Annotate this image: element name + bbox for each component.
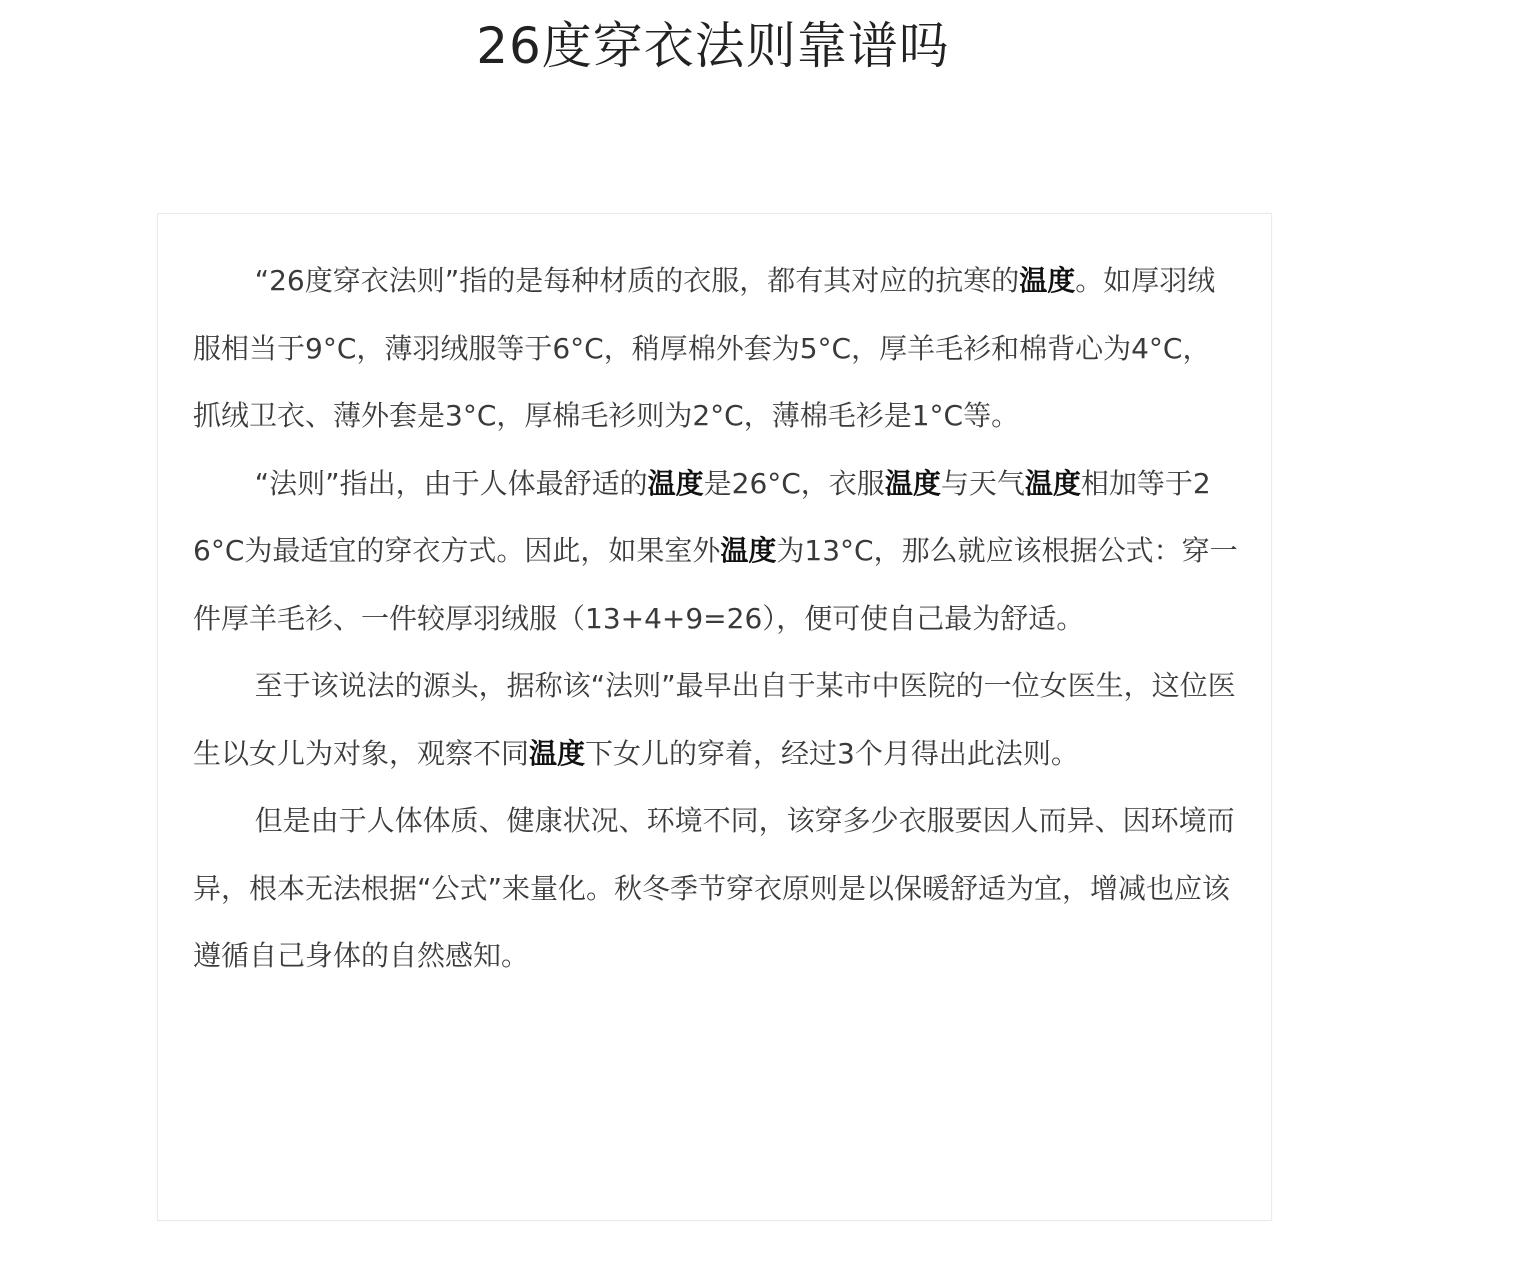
text-segment: 下女儿的穿着，经过3个月得出此法则。 (585, 736, 1079, 770)
paragraph-3 (193, 652, 1238, 787)
text-segment: 相加等于26°C为最适宜的穿衣方式。因此，如果室外 (193, 466, 1211, 567)
keyword-highlight: 温度 (720, 534, 777, 567)
paragraph-2 (193, 450, 1238, 653)
text-segment: 至于该说法的源头，据称该“法则”最早出自于某市中医院的一位女医生，这位医生以女儿为对象，观察不同 (193, 669, 1236, 770)
text-segment: 是26°C，衣服 (703, 466, 885, 500)
text-segment: 为13°C，那么就应该根据公式：穿一件厚羊毛衫、一件较厚羽绒服（13+4+9=26），便可使自己最为舒适。 (193, 534, 1238, 635)
keyword-highlight: 温度 (884, 466, 941, 500)
page-title: 26度穿衣法则靠谱吗 (476, 17, 950, 75)
paragraph-4 (193, 787, 1238, 990)
keyword-highlight: 温度 (647, 466, 704, 500)
text-segment: 。如厚羽绒服相当于9°C，薄羽绒服等于6°C，稍厚棉外套为5°C，厚羊毛衫和棉背心为4°C，抓绒卫衣、薄外套是3°C，厚棉毛衫则为2°C，薄棉毛衫是1°C等。 (193, 264, 1216, 432)
text-segment: 但是由于人体体质、健康状况、环境不同，该穿多少衣服要因人而异、因环境而异，根本无法根据“公式”来量化。秋冬季节穿衣原则是以保暖舒适为宜，增减也应该遵循自己身体的自然感知。 (193, 804, 1235, 972)
paragraph-1 (193, 247, 1238, 450)
keyword-highlight: 温度 (1019, 264, 1076, 297)
article-body (193, 247, 1238, 990)
keyword-highlight: 温度 (529, 736, 586, 770)
article-card (157, 213, 1272, 1221)
text-segment: 与天气 (940, 466, 1025, 500)
keyword-highlight: 温度 (1024, 466, 1081, 500)
text-segment: “法则”指出，由于人体最舒适的 (254, 466, 648, 500)
text-segment: “26度穿衣法则”指的是每种材质的衣服，都有其对应的抗寒的 (254, 264, 1020, 297)
